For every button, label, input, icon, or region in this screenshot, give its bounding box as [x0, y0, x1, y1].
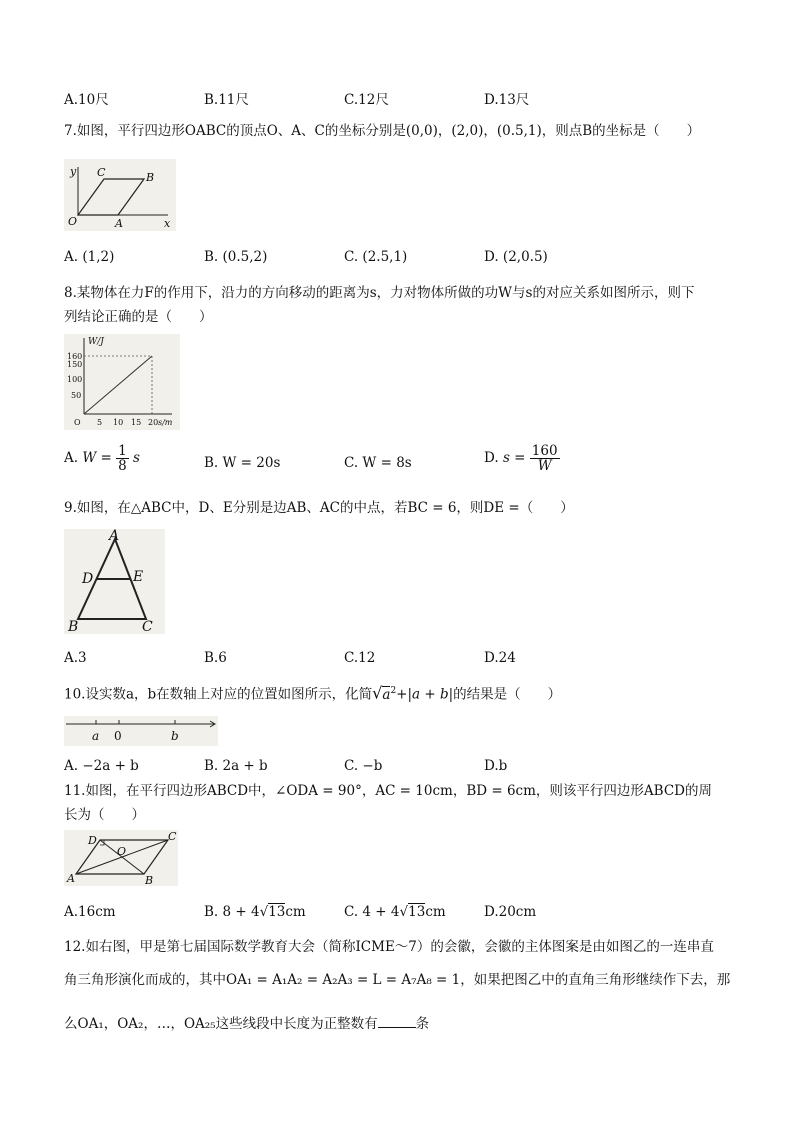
q8-fig-xtick-20: 20	[148, 418, 159, 427]
q8-option-a-num: 1	[118, 443, 127, 459]
q7-fig-label-b: B	[146, 171, 155, 184]
q8-fig-ytick-150: 150	[67, 360, 83, 369]
q11-option-c-post: cm	[425, 904, 446, 920]
q11-stem-line1: 11.如图，在平行四边形ABCD中，∠ODA = 90°，AC = 10cm，BD = 6cm，则该平行四边形ABCD的周	[64, 783, 712, 799]
q6-option-c: C.12尺	[344, 92, 389, 108]
q8-option-a	[64, 444, 140, 473]
sqrt-sign-icon: √	[259, 904, 269, 920]
q10-fig-label-zero: 0	[114, 729, 122, 743]
q8-option-d-prefix: D.	[484, 450, 499, 466]
q11-fig-label-d: D	[88, 834, 97, 847]
q11-fig-label-a: A	[67, 872, 75, 885]
q8-fig-xtick-15: 15	[131, 418, 142, 427]
q9-option-a: A.3	[64, 650, 87, 666]
q8-option-d	[484, 444, 560, 473]
q11-option-a: A.16cm	[64, 904, 116, 920]
q11-fig-label-o: O	[117, 845, 127, 858]
q9-option-d: D.24	[484, 650, 516, 666]
q7-fig-label-x: x	[164, 217, 171, 230]
answer-blank[interactable]	[378, 1013, 416, 1028]
q11-option-b-pre: B. 8 + 4	[204, 904, 260, 920]
q10-fig-label-a: a	[92, 729, 100, 743]
q10-stem	[64, 681, 561, 705]
q8-fig-xtick-5: 5	[97, 418, 103, 427]
q7-option-a: A. (1,2)	[64, 249, 115, 265]
q6-option-b: B.11尺	[204, 92, 249, 108]
q6-option-d: D.13尺	[484, 92, 530, 108]
q10-fig-label-b: b	[171, 729, 179, 743]
q9-fig-label-c: C	[142, 619, 153, 634]
q12-line3	[64, 1013, 429, 1034]
q8-fig-ytick-100: 100	[67, 375, 83, 384]
q11-fig-label-c: C	[168, 830, 177, 843]
q10-option-d: D.b	[484, 758, 508, 774]
q8-stem-line2: 列结论正确的是（ ）	[64, 309, 213, 325]
q12-line1: 12.如右图，甲是第七届国际数学教育大会（简称ICME～7）的会徽，会徽的主体图案是由如图乙的一连串直	[64, 939, 714, 955]
q11-option-c-rad: 13	[408, 904, 426, 920]
q10-sqrt-exp: 2	[390, 686, 397, 696]
q10-stem-post: 的结果是（ ）	[453, 686, 562, 703]
q6-option-a: A.10尺	[64, 92, 109, 108]
q11-option-b-post: cm	[285, 904, 306, 920]
q10-option-b: B. 2a + b	[204, 758, 268, 774]
q10-figure-number-line	[64, 716, 218, 746]
q7-option-c: C. (2.5,1)	[344, 249, 408, 265]
q8-option-a-den: 8	[118, 458, 127, 474]
q9-figure-triangle	[64, 529, 165, 634]
q9-fig-label-e: E	[133, 569, 144, 585]
q7-figure-parallelogram	[64, 159, 176, 231]
q8-option-a-fraction	[116, 444, 129, 473]
q8-fig-label-xaxis: s/m	[158, 418, 173, 427]
q12-line2: 角三角形演化而成的，其中OA₁ = A₁A₂ = A₂A₃ = L = A₇A₈ = 1，如果把图乙中的直角三角形继续作下去，那	[64, 972, 731, 988]
q12-line3-pre: 么OA₁，OA₂，…，OA₂₅这些线段中长度为正整数有	[64, 1016, 378, 1032]
q9-fig-label-d: D	[82, 571, 94, 587]
q8-option-a-lhs: W =	[82, 450, 117, 466]
q8-option-a-prefix: A.	[64, 450, 79, 466]
q11-option-b-rad: 13	[268, 904, 286, 920]
q10-option-a: A. −2a + b	[64, 758, 139, 774]
q8-option-d-den: W	[537, 458, 552, 474]
q7-stem: 7.如图，平行四边形OABC的顶点O、A、C的坐标分别是(0,0)，(2,0)，(0.5,1)，则点B的坐标是（ ）	[64, 123, 701, 139]
q8-figure-graph	[64, 334, 180, 430]
q9-fig-label-b: B	[68, 619, 79, 634]
q12-line3-post: 条	[415, 1016, 430, 1032]
q11-figure-parallelogram	[64, 830, 178, 886]
q7-option-d: D. (2,0.5)	[484, 249, 548, 265]
q11-option-c-pre: C. 4 + 4	[344, 904, 400, 920]
q10-sqrt-content: a	[382, 686, 391, 703]
q7-fig-label-a: A	[115, 217, 123, 230]
q7-fig-label-o: O	[68, 215, 78, 228]
q8-fig-ytick-160: 160	[67, 352, 83, 361]
q11-option-c	[344, 902, 446, 922]
q8-stem-line1: 8.某物体在力F的作用下，沿力的方向移动的距离为s，力对物体所做的功W与s的对应关系如图所示，则下	[64, 285, 695, 301]
q8-option-b: B. W = 20s	[204, 455, 281, 471]
q11-fig-label-b: B	[145, 874, 154, 886]
q10-option-c: C. −b	[344, 758, 383, 774]
q9-option-b: B.6	[204, 650, 227, 666]
q8-fig-label-yaxis: W/J	[88, 337, 104, 347]
q9-stem: 9.如图，在△ABC中，D、E分别是边AB、AC的中点，若BC = 6，则DE =（ ）	[64, 500, 574, 516]
sqrt-sign-icon: √	[372, 683, 383, 703]
q11-option-d: D.20cm	[484, 904, 537, 920]
q8-option-d-fraction	[530, 444, 560, 473]
sqrt-sign-icon: √	[399, 904, 409, 920]
q8-option-d-num: 160	[531, 443, 558, 459]
q8-fig-origin: O	[74, 418, 81, 427]
q8-fig-ytick-50: 50	[71, 391, 82, 400]
q7-fig-label-c: C	[97, 166, 106, 179]
q9-option-c: C.12	[344, 650, 376, 666]
q8-option-d-lhs: s =	[502, 450, 530, 466]
q9-fig-label-a: A	[109, 529, 120, 544]
q7-fig-label-y: y	[70, 165, 77, 178]
q11-stem-line2: 长为（ ）	[64, 807, 145, 823]
q7-option-b: B. (0.5,2)	[204, 249, 268, 265]
q11-option-b	[204, 902, 306, 922]
q10-stem-pre: 10.设实数a，b在数轴上对应的位置如图所示，化简	[64, 686, 373, 703]
q8-option-a-var: s	[133, 450, 140, 466]
q8-fig-xtick-10: 10	[113, 418, 124, 427]
q8-option-c: C. W = 8s	[344, 455, 412, 471]
q10-abs-part: +|a + b|	[396, 686, 454, 703]
